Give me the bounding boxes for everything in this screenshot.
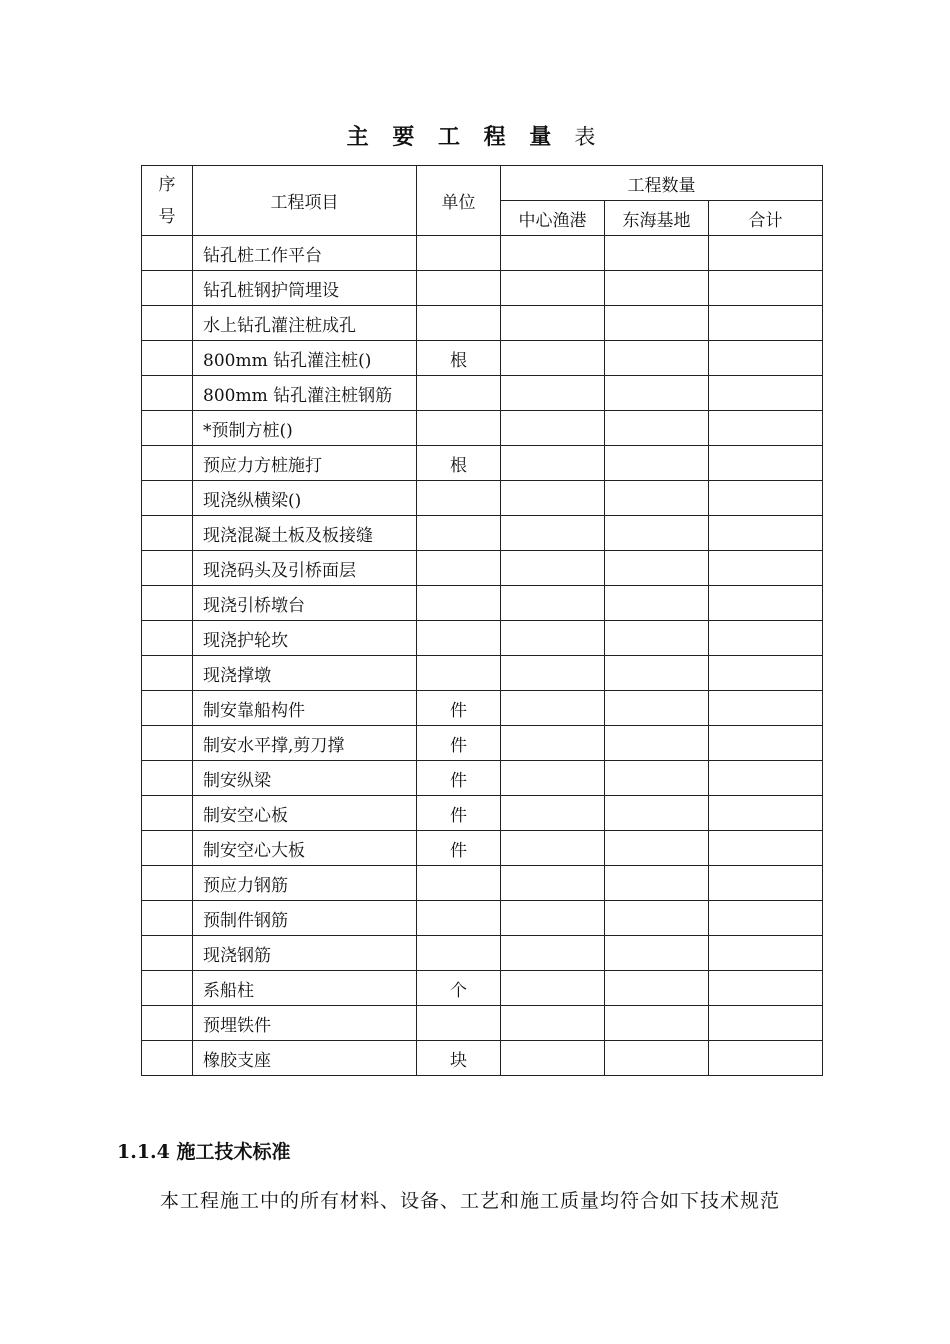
seq-cell [142,341,193,376]
center-port-cell [501,586,605,621]
total-cell [709,481,823,516]
unit-cell [417,1006,501,1041]
donghai-base-cell [605,866,709,901]
table-row [142,796,823,831]
item-cell: 现浇引桥墩台 [193,586,417,621]
center-port-cell [501,551,605,586]
item-cell: 预应力钢筋 [193,866,417,901]
unit-cell [417,656,501,691]
item-cell: 预埋铁件 [193,1006,417,1041]
center-port-cell [501,1041,605,1076]
table-title-main: 主 要 工 程 量 [346,124,560,150]
section-heading: 1.1.4 施工技术标准 [117,1141,291,1163]
total-cell [709,271,823,306]
item-cell: 系船柱 [193,971,417,1006]
item-cell: 现浇纵横梁() [193,481,417,516]
center-port-cell [501,446,605,481]
item-cell: 制安空心板 [193,796,417,831]
total-cell [709,796,823,831]
item-cell: 钻孔桩钢护筒埋设 [193,271,417,306]
donghai-base-cell [605,516,709,551]
table-row [142,481,823,516]
table-row [142,586,823,621]
unit-cell: 块 [417,1041,501,1076]
table-title-suffix: 表 [574,125,604,149]
item-cell: 制安靠船构件 [193,691,417,726]
center-port-cell [501,866,605,901]
table-title [0,120,950,151]
table-row [142,691,823,726]
seq-cell [142,761,193,796]
item-cell: 预制件钢筋 [193,901,417,936]
seq-cell [142,516,193,551]
unit-cell: 根 [417,341,501,376]
center-port-cell [501,236,605,271]
center-port-cell [501,341,605,376]
unit-cell: 个 [417,971,501,1006]
seq-cell [142,236,193,271]
center-port-cell [501,656,605,691]
header-donghai-base: 东海基地 [605,201,709,236]
table-row [142,306,823,341]
seq-cell [142,271,193,306]
center-port-cell [501,901,605,936]
unit-cell [417,586,501,621]
unit-cell [417,866,501,901]
donghai-base-cell [605,236,709,271]
table-row [142,551,823,586]
table-row [142,446,823,481]
table-row [142,656,823,691]
seq-cell [142,306,193,341]
seq-cell [142,656,193,691]
total-cell [709,446,823,481]
item-cell: *预制方桩() [193,411,417,446]
total-cell [709,621,823,656]
table-row [142,971,823,1006]
item-cell: 现浇撑墩 [193,656,417,691]
table-row [142,866,823,901]
seq-cell [142,866,193,901]
table-row [142,236,823,271]
total-cell [709,376,823,411]
donghai-base-cell [605,411,709,446]
total-cell [709,1006,823,1041]
table-row [142,271,823,306]
header-center-port: 中心渔港 [501,201,605,236]
total-cell [709,936,823,971]
donghai-base-cell [605,1006,709,1041]
item-cell: 制安空心大板 [193,831,417,866]
unit-cell: 根 [417,446,501,481]
unit-cell: 件 [417,831,501,866]
total-cell [709,901,823,936]
center-port-cell [501,936,605,971]
unit-cell [417,621,501,656]
total-cell [709,656,823,691]
seq-cell [142,621,193,656]
table-row [142,761,823,796]
unit-cell [417,271,501,306]
donghai-base-cell [605,761,709,796]
item-cell: 制安纵梁 [193,761,417,796]
item-cell: 水上钻孔灌注桩成孔 [193,306,417,341]
center-port-cell [501,1006,605,1041]
seq-cell [142,376,193,411]
seq-cell [142,936,193,971]
center-port-cell [501,726,605,761]
total-cell [709,971,823,1006]
table-row [142,376,823,411]
body-paragraph: 本工程施工中的所有材料、设备、工艺和施工质量均符合如下技术规范 [160,1190,781,1212]
donghai-base-cell [605,376,709,411]
item-cell: 现浇混凝土板及板接缝 [193,516,417,551]
unit-cell: 件 [417,691,501,726]
quantity-table [141,165,823,1076]
header-seq-line2: 号 [158,206,176,227]
item-cell: 现浇码头及引桥面层 [193,551,417,586]
item-cell: 800mm 钻孔灌注桩() [193,341,417,376]
table-body [142,236,823,1076]
donghai-base-cell [605,656,709,691]
unit-cell [417,936,501,971]
donghai-base-cell [605,936,709,971]
unit-cell [417,516,501,551]
total-cell [709,411,823,446]
table-row [142,411,823,446]
donghai-base-cell [605,796,709,831]
total-cell [709,341,823,376]
unit-cell: 件 [417,796,501,831]
total-cell [709,726,823,761]
unit-cell [417,551,501,586]
seq-cell [142,971,193,1006]
table-row [142,1006,823,1041]
seq-cell [142,796,193,831]
donghai-base-cell [605,551,709,586]
donghai-base-cell [605,446,709,481]
unit-cell [417,481,501,516]
donghai-base-cell [605,691,709,726]
donghai-base-cell [605,621,709,656]
item-cell: 现浇钢筋 [193,936,417,971]
unit-cell [417,901,501,936]
donghai-base-cell [605,306,709,341]
unit-cell: 件 [417,761,501,796]
item-cell: 800mm 钻孔灌注桩钢筋 [193,376,417,411]
table-row [142,831,823,866]
header-item: 工程项目 [193,166,417,236]
donghai-base-cell [605,1041,709,1076]
item-cell: 钻孔桩工作平台 [193,236,417,271]
table-row [142,936,823,971]
seq-cell [142,1041,193,1076]
seq-cell [142,726,193,761]
total-cell [709,236,823,271]
total-cell [709,691,823,726]
table-row [142,621,823,656]
center-port-cell [501,831,605,866]
unit-cell [417,411,501,446]
total-cell [709,586,823,621]
header-seq-line1: 序 [158,174,176,195]
donghai-base-cell [605,586,709,621]
item-cell: 制安水平撑,剪刀撑 [193,726,417,761]
seq-cell [142,1006,193,1041]
donghai-base-cell [605,271,709,306]
center-port-cell [501,761,605,796]
center-port-cell [501,796,605,831]
total-cell [709,551,823,586]
center-port-cell [501,376,605,411]
unit-cell [417,376,501,411]
header-total: 合计 [709,201,823,236]
donghai-base-cell [605,341,709,376]
seq-cell [142,691,193,726]
seq-cell [142,901,193,936]
header-seq [142,166,193,236]
donghai-base-cell [605,971,709,1006]
table-row [142,901,823,936]
total-cell [709,831,823,866]
table-row [142,341,823,376]
seq-cell [142,481,193,516]
seq-cell [142,831,193,866]
center-port-cell [501,621,605,656]
item-cell: 预应力方桩施打 [193,446,417,481]
donghai-base-cell [605,831,709,866]
donghai-base-cell [605,901,709,936]
item-cell: 橡胶支座 [193,1041,417,1076]
header-unit: 单位 [417,166,501,236]
center-port-cell [501,271,605,306]
seq-cell [142,586,193,621]
seq-cell [142,446,193,481]
center-port-cell [501,481,605,516]
table-row [142,516,823,551]
center-port-cell [501,516,605,551]
table-row [142,726,823,761]
donghai-base-cell [605,726,709,761]
donghai-base-cell [605,481,709,516]
total-cell [709,761,823,796]
unit-cell: 件 [417,726,501,761]
unit-cell [417,306,501,341]
center-port-cell [501,971,605,1006]
total-cell [709,1041,823,1076]
center-port-cell [501,691,605,726]
item-cell: 现浇护轮坎 [193,621,417,656]
total-cell [709,516,823,551]
center-port-cell [501,411,605,446]
total-cell [709,866,823,901]
seq-cell [142,551,193,586]
header-quantity: 工程数量 [501,166,823,201]
center-port-cell [501,306,605,341]
total-cell [709,306,823,341]
seq-cell [142,411,193,446]
table-row [142,1041,823,1076]
unit-cell [417,236,501,271]
